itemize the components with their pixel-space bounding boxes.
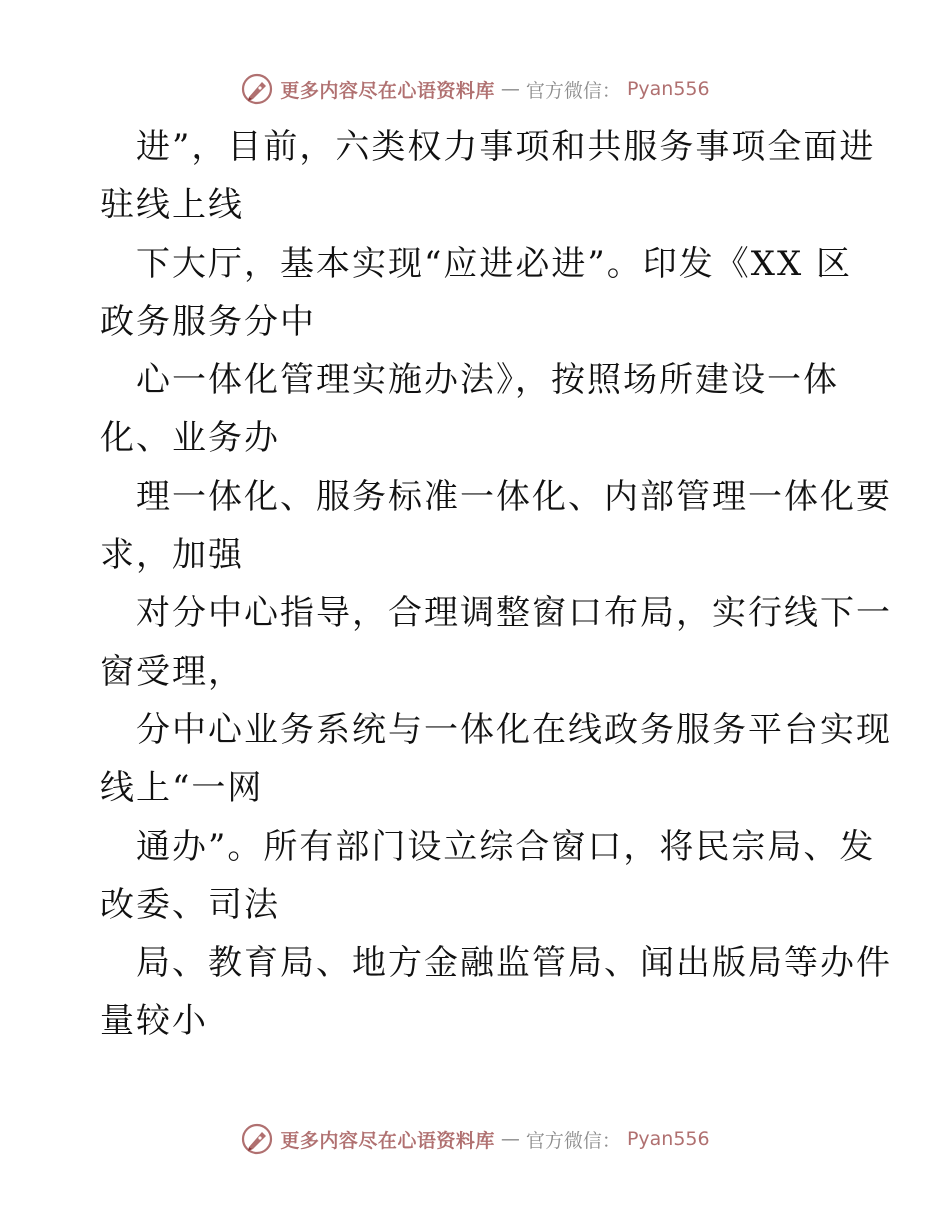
body-line: 对分中心指导，合理调整窗口布局，实行线下一 [136, 593, 892, 634]
document-body [100, 118, 892, 1051]
pen-nib-logo-icon [240, 72, 274, 106]
body-line: 线上“一网 [100, 768, 264, 809]
page-footer-banner [0, 1122, 950, 1156]
body-line: 局、教育局、地方金融监管局、闻出版局等办件 [136, 943, 892, 984]
body-line: 政务服务分中 [100, 301, 316, 342]
body-line: 求，加强 [100, 535, 244, 576]
body-line: 理一体化、服务标准一体化、内部管理一体化要 [136, 476, 892, 517]
body-line: 量较小 [100, 1001, 208, 1042]
page-header-banner [0, 72, 950, 106]
header-wechat-label: 官方微信： [525, 79, 621, 102]
body-line: 进”，目前，六类权力事项和共服务事项全面进 [136, 127, 876, 167]
header-wechat-id: Pyan556 [626, 78, 710, 100]
body-line: 窗受理， [100, 651, 244, 692]
body-line: 驻线上线 [100, 185, 244, 226]
footer-site-text: 更多内容尽在心语资料库 [280, 1129, 495, 1152]
header-dash: — [500, 78, 520, 100]
body-line: 心一体化管理实施办法》，按照场所建设一体 [136, 360, 839, 401]
body-line: 下大厅，基本实现“应进必进”。印发《XX 区 [136, 243, 852, 284]
body-line: 改委、司法 [100, 884, 280, 925]
body-line: 通办”。所有部门设立综合窗口，将民宗局、发 [136, 826, 876, 867]
footer-wechat-label: 官方微信： [525, 1129, 621, 1152]
header-site-text: 更多内容尽在心语资料库 [280, 79, 495, 102]
body-line: 分中心业务系统与一体化在线政务服务平台实现 [136, 709, 892, 750]
body-line: 化、业务办 [100, 418, 280, 459]
footer-wechat-id: Pyan556 [626, 1128, 710, 1150]
pen-nib-logo-icon [240, 1122, 274, 1156]
footer-dash: — [500, 1128, 520, 1150]
